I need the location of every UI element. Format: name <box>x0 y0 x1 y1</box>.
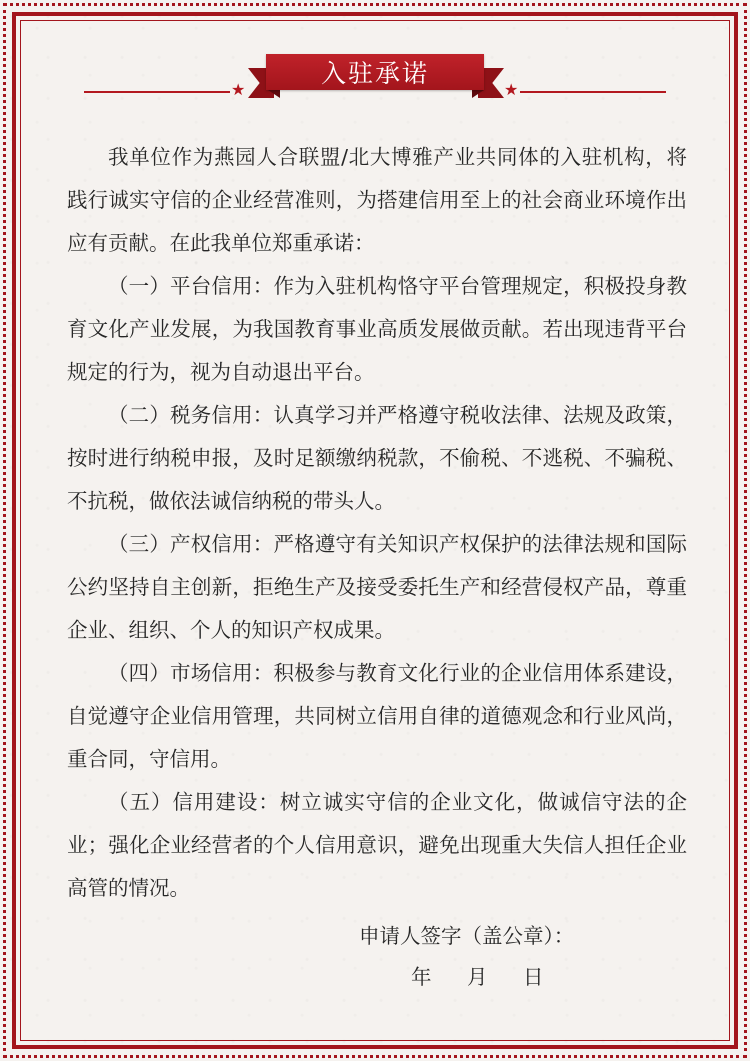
intro-paragraph: 我单位作为燕园人合联盟/北大博雅产业共同体的入驻机构，将践行诚实守信的企业经营准则，为搭建信用至上的社会商业环境作出应有贡献。在此我单位郑重承诺： <box>67 145 687 255</box>
right-rule <box>520 91 666 93</box>
tax-credit-paragraph: （二）税务信用：认真学习并严格遵守税收法律、法规及政策，按时进行纳税申报，及时足额缴纳税款，不偷税、不逃税、不骗税、不抗税，做依法诚信纳税的带头人。 <box>67 403 687 513</box>
date-month: 月 <box>467 965 488 989</box>
star-icon: ★ <box>231 80 246 99</box>
title-banner <box>0 50 750 110</box>
commitment-body <box>67 136 687 910</box>
left-rule <box>84 91 230 93</box>
date-year: 年 <box>411 965 432 989</box>
ip-credit-paragraph: （三）产权信用：严格遵守有关知识产权保护的法律法规和国际公约坚持自主创新，拒绝生产及接受委托生产和经营侵权产品，尊重企业、组织、个人的知识产权成果。 <box>67 532 687 642</box>
page-title: 入驻承诺 <box>266 54 484 90</box>
market-credit-paragraph: （四）市场信用：积极参与教育文化行业的企业信用体系建设，自觉遵守企业信用管理，共同树立信用自律的道德观念和行业风尚，重合同，守信用。 <box>67 661 687 771</box>
date-line <box>411 962 544 992</box>
platform-credit-paragraph: （一）平台信用：作为入驻机构恪守平台管理规定，积极投身教育文化产业发展，为我国教育事业高质发展做贡献。若出现违背平台规定的行为，视为自动退出平台。 <box>67 274 687 384</box>
date-day: 日 <box>523 965 544 989</box>
signature-label: 申请人签字（盖公章）： <box>359 924 575 948</box>
star-icon: ★ <box>504 80 519 99</box>
credit-building-paragraph: （五）信用建设：树立诚实守信的企业文化，做诚信守法的企业；强化企业经营者的个人信用意识，避免出现重大失信人担任企业高管的情况。 <box>67 790 687 900</box>
